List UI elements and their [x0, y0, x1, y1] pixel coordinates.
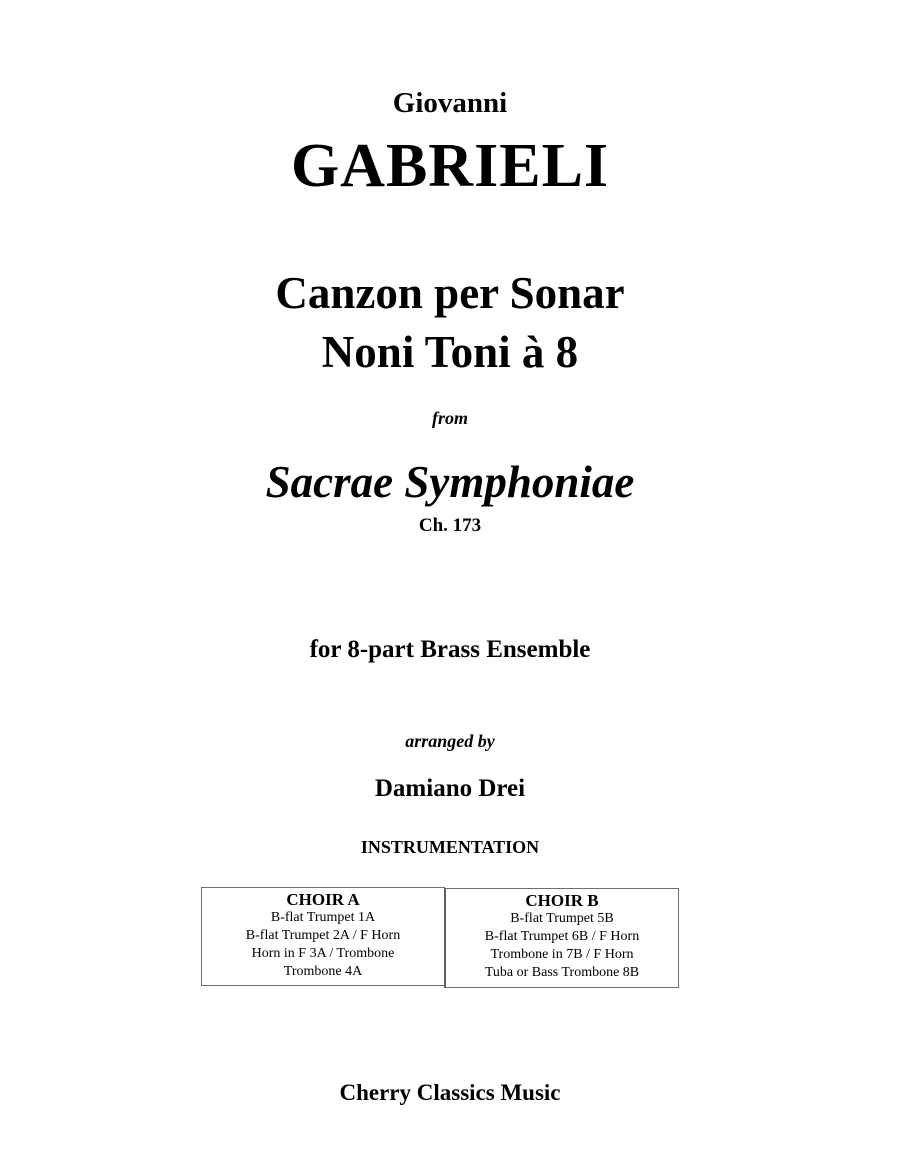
- choir-a-box: [201, 887, 445, 986]
- instrument-item: Trombone in 7B / F Horn: [490, 947, 634, 962]
- instrument-item: Tuba or Bass Trombone 8B: [484, 965, 640, 980]
- scoring-description: for 8-part Brass Ensemble: [309, 636, 591, 663]
- choir-b-title: CHOIR B: [525, 891, 599, 910]
- choir-a-title: CHOIR A: [286, 890, 360, 909]
- collection-title: Sacrae Symphoniae: [265, 457, 635, 507]
- catalog-number: Ch. 173: [418, 515, 482, 536]
- instrument-item: Trombone 4A: [283, 964, 363, 979]
- work-title-line-1: Canzon per Sonar: [275, 268, 625, 318]
- instrument-item: B-flat Trumpet 6B / F Horn: [484, 929, 640, 944]
- choir-b-box: [444, 888, 679, 988]
- instrument-item: B-flat Trumpet 2A / F Horn: [245, 928, 401, 943]
- arranged-by-label: arranged by: [405, 731, 495, 751]
- publisher-name: Cherry Classics Music: [339, 1080, 561, 1105]
- instrument-item: B-flat Trumpet 1A: [270, 910, 376, 925]
- instrumentation-heading: INSTRUMENTATION: [360, 837, 540, 857]
- instrument-item: Horn in F 3A / Trombone: [251, 946, 395, 961]
- instrument-item: B-flat Trumpet 5B: [510, 911, 614, 926]
- composer-first-name: Giovanni: [392, 87, 508, 119]
- from-label: from: [432, 408, 468, 428]
- work-title-line-2: Noni Toni à 8: [321, 327, 579, 377]
- composer-last-name: GABRIELI: [290, 132, 610, 200]
- arranger-name: Damiano Drei: [374, 775, 526, 802]
